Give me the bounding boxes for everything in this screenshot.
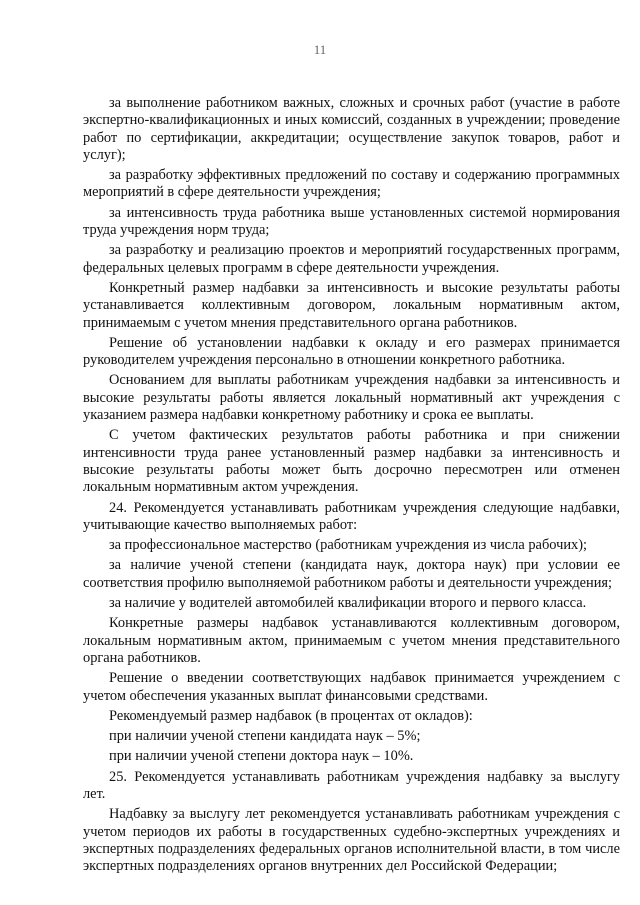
paragraph: Рекомендуемый размер надбавок (в процентах от окладов): [109,707,473,724]
paragraph: за интенсивность труда работника выше установленных системой нормирования труда учреждения норм труда; [83,204,620,239]
paragraph: Основанием для выплаты работникам учреждения надбавки за интенсивность и высокие результаты работы является локальный нормативный акт учреждения с указанием размера надбавки конкретному работнику и срока ее выплаты. [83,372,620,424]
paragraph: Решение об установлении надбавки к окладу и его размерах принимается руководителем учреждения персонально в отношении конкретного работника. [83,334,620,369]
paragraph: Надбавку за выслугу лет рекомендуется устанавливать работникам учреждения с учетом периодов их работы в государственных судебно-экспертных учреждениях и экспертных подразделениях федеральных органов исполнительной власти, в том числе экспертных подразделениях органов внутренних дел Российской Федерации; [83,806,620,875]
paragraph: за разработку эффективных предложений по составу и содержанию программных мероприятий в сфере деятельности учреждения; [83,167,620,201]
document-body [83,95,620,878]
paragraph: Конкретные размеры надбавок устанавливаются коллективным договором, локальным нормативным актом, принимаемым с учетом мнения представительного органа работников. [83,615,620,666]
page-number: 11 [313,42,327,57]
paragraph: 25. Рекомендуется устанавливать работникам учреждения надбавку за выслугу лет. [83,768,620,802]
paragraph: 24. Рекомендуется устанавливать работникам учреждения следующие надбавки, учитывающие качество выполняемых работ: [83,499,620,533]
paragraph: за профессиональное мастерство (работникам учреждения из числа рабочих); [109,537,588,554]
paragraph: С учетом фактических результатов работы работника и при снижении интенсивности труда ранее установленный размер надбавки за интенсивность и высокие результаты работы может быть досрочно пересмотрен или отменен локальным нормативным актом учреждения. [83,427,620,496]
paragraph: Решение о введении соответствующих надбавок принимается учреждением с учетом обеспечения указанных выплат финансовыми средствами. [83,670,620,704]
paragraph: за наличие у водителей автомобилей квалификации второго и первого класса. [109,595,587,612]
paragraph: за разработку и реализацию проектов и мероприятий государственных программ, федеральных целевых программ в сфере деятельности учреждения. [83,242,620,276]
paragraph: при наличии ученой степени кандидата наук – 5%; [109,728,421,745]
paragraph: за наличие ученой степени (кандидата наук, доктора наук) при условии ее соответствия профилю выполняемой работником работы и деятельности учреждения; [83,557,620,591]
paragraph: при наличии ученой степени доктора наук – 10%. [109,748,414,765]
paragraph: за выполнение работником важных, сложных и срочных работ (участие в работе экспертно-квалификационных и иных комиссий, созданных в учреждении; проведение работ по сертификации, аккредитации; осуществление закупок товаров, работ и услуг); [83,95,620,163]
paragraph: Конкретный размер надбавки за интенсивность и высокие результаты работы устанавливается коллективным договором, локальным нормативным актом, принимаемым с учетом мнения представительного органа работников. [83,279,620,331]
